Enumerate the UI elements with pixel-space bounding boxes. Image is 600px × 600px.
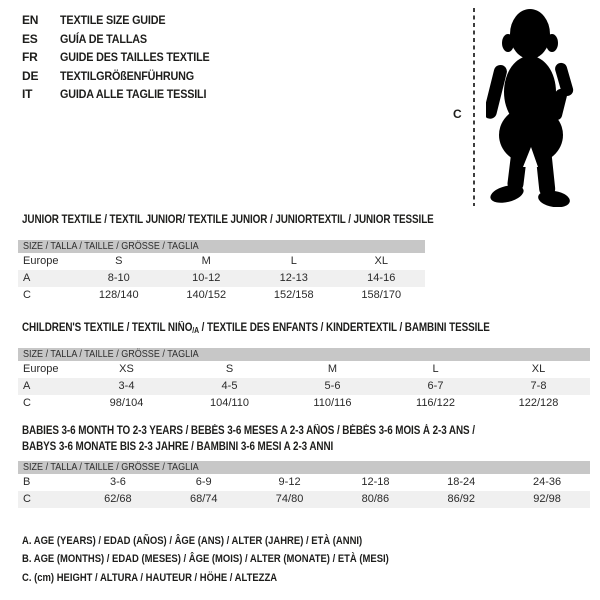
footnote-b: B. AGE (MONTHS) / EDAD (MESES) / ÂGE (MOIS) / ALTER (MONATE) / ETÀ (MESI) [22,553,389,566]
size-header-bar: SIZE / TALLA / TAILLE / GRÖSSE / TAGLIA [18,461,590,474]
row-label: B [23,476,31,488]
size-header-bar: SIZE / TALLA / TAILLE / GRÖSSE / TAGLIA [18,240,425,253]
children-size-table [18,348,590,412]
size-cell: 24-36 [532,476,562,488]
lang-row-de [22,67,226,86]
table-row-age-months [18,474,590,491]
section-title-junior: JUNIOR TEXTILE / TEXTIL JUNIOR/ TEXTILE JUNIOR / JUNIORTEXTIL / JUNIOR TESSILE [22,214,434,226]
size-cell: M [327,363,338,375]
size-cell: 128/140 [98,289,139,301]
size-cell: 158/170 [361,289,402,301]
lang-row-en [22,11,226,30]
size-cell: XL [531,363,546,375]
lang-code: DE [22,68,39,83]
size-cell: 140/152 [186,289,227,301]
size-cell: 152/158 [273,289,314,301]
table-row-height [18,491,590,508]
size-cell: M [201,255,211,267]
size-cell: L [290,255,297,267]
table-row-europe [18,253,425,270]
size-cell: 80/86 [361,493,390,505]
lang-title: GUIDE DES TAILLES TEXTILE [60,50,210,65]
size-cell: 3-6 [109,476,126,488]
size-cell: S [115,255,123,267]
size-cell: 62/68 [104,493,132,505]
size-cell: 74/80 [275,493,304,505]
table-row-height [18,395,590,412]
row-label: A [23,272,31,284]
size-cell: 4-5 [221,380,238,392]
footnotes-block [22,532,449,587]
lang-row-fr [22,48,226,67]
size-cell: XS [119,363,134,375]
toddler-silhouette-icon [486,7,596,207]
row-label: A [23,380,31,392]
size-cell: 3-4 [118,380,135,392]
table-row-europe [18,361,590,378]
table-row-age [18,270,425,287]
babies-size-table [18,461,590,508]
height-measure-label: C [453,107,462,121]
footnote-a: A. AGE (YEARS) / EDAD (AÑOS) / ÂGE (ANS) / ALTER (JAHRE) / ETÀ (ANNI) [22,535,363,547]
lang-title: GUIDA ALLE TAGLIE TESSILI [60,87,207,102]
size-cell: 5-6 [324,380,341,392]
language-title-block [22,11,226,104]
junior-size-table [18,240,425,304]
lang-title: GUÍA DE TALLAS [60,31,147,46]
section-title-children: CHILDREN'S TEXTILE / TEXTIL $NIÑO_{/A}$ / TEXTILE DES ENFANTS / KINDERTEXTIL / BAMBINI TESSILE [22,322,490,335]
section-title-babies-line2: BABYS 3-6 MONATE BIS 2-3 JAHRE / BAMBINI 3-6 MESI A 2-3 ANNI [22,440,334,453]
size-cell: 104/110 [210,397,249,409]
section-title-babies [22,424,549,455]
section-title-babies-line1: BABIES 3-6 MONTH TO 2-3 YEARS / BEBÉS 3-6 MESES A 2-3 AÑOS / BÉBÉS 3-6 MOIS À 2-3 ANS / [22,425,475,437]
size-cell: 10-12 [192,272,221,284]
size-cell: 110/116 [313,397,352,409]
height-measure-line [473,8,475,206]
size-cell: 122/128 [518,397,559,409]
lang-code: IT [22,87,33,102]
lang-title: TEXTILGRÖßENFÜHRUNG [60,68,194,83]
size-cell: 86/92 [447,493,475,505]
lang-row-es [22,30,226,49]
size-cell: 12-18 [361,476,390,488]
table-row-height [18,287,425,304]
lang-row-it [22,85,226,104]
size-cell: 6-7 [427,380,444,392]
lang-title: TEXTILE SIZE GUIDE [60,13,166,28]
size-cell: 98/104 [109,397,144,409]
lang-code: EN [22,13,39,28]
size-cell: 92/98 [533,493,561,505]
size-cell: 6-9 [195,476,212,488]
subscript-text: /A [192,326,200,335]
size-header-bar: SIZE / TALLA / TAILLE / GRÖSSE / TAGLIA [18,348,590,361]
size-cell: 18-24 [447,476,476,488]
lang-code: FR [22,50,38,65]
footnote-c: C. (cm) HEIGHT / ALTURA / HAUTEUR / HÖHE / ALTEZZA [22,571,278,584]
lang-code: ES [22,31,38,46]
size-cell: S [225,363,234,375]
size-cell: 8-10 [107,272,130,284]
size-cell: 12-13 [279,272,308,284]
size-cell: L [432,363,439,375]
size-cell: 14-16 [367,272,396,284]
row-label: C [23,397,31,409]
size-cell: 7-8 [530,380,547,392]
row-label: Europe [23,363,59,375]
row-label: C [23,289,31,301]
row-label: C [23,493,31,505]
size-cell: 9-12 [278,476,301,488]
row-label: Europe [23,255,59,267]
size-cell: 116/122 [416,397,455,409]
table-row-age [18,378,590,395]
size-cell: XL [374,255,388,267]
size-cell: 68/74 [189,493,218,505]
